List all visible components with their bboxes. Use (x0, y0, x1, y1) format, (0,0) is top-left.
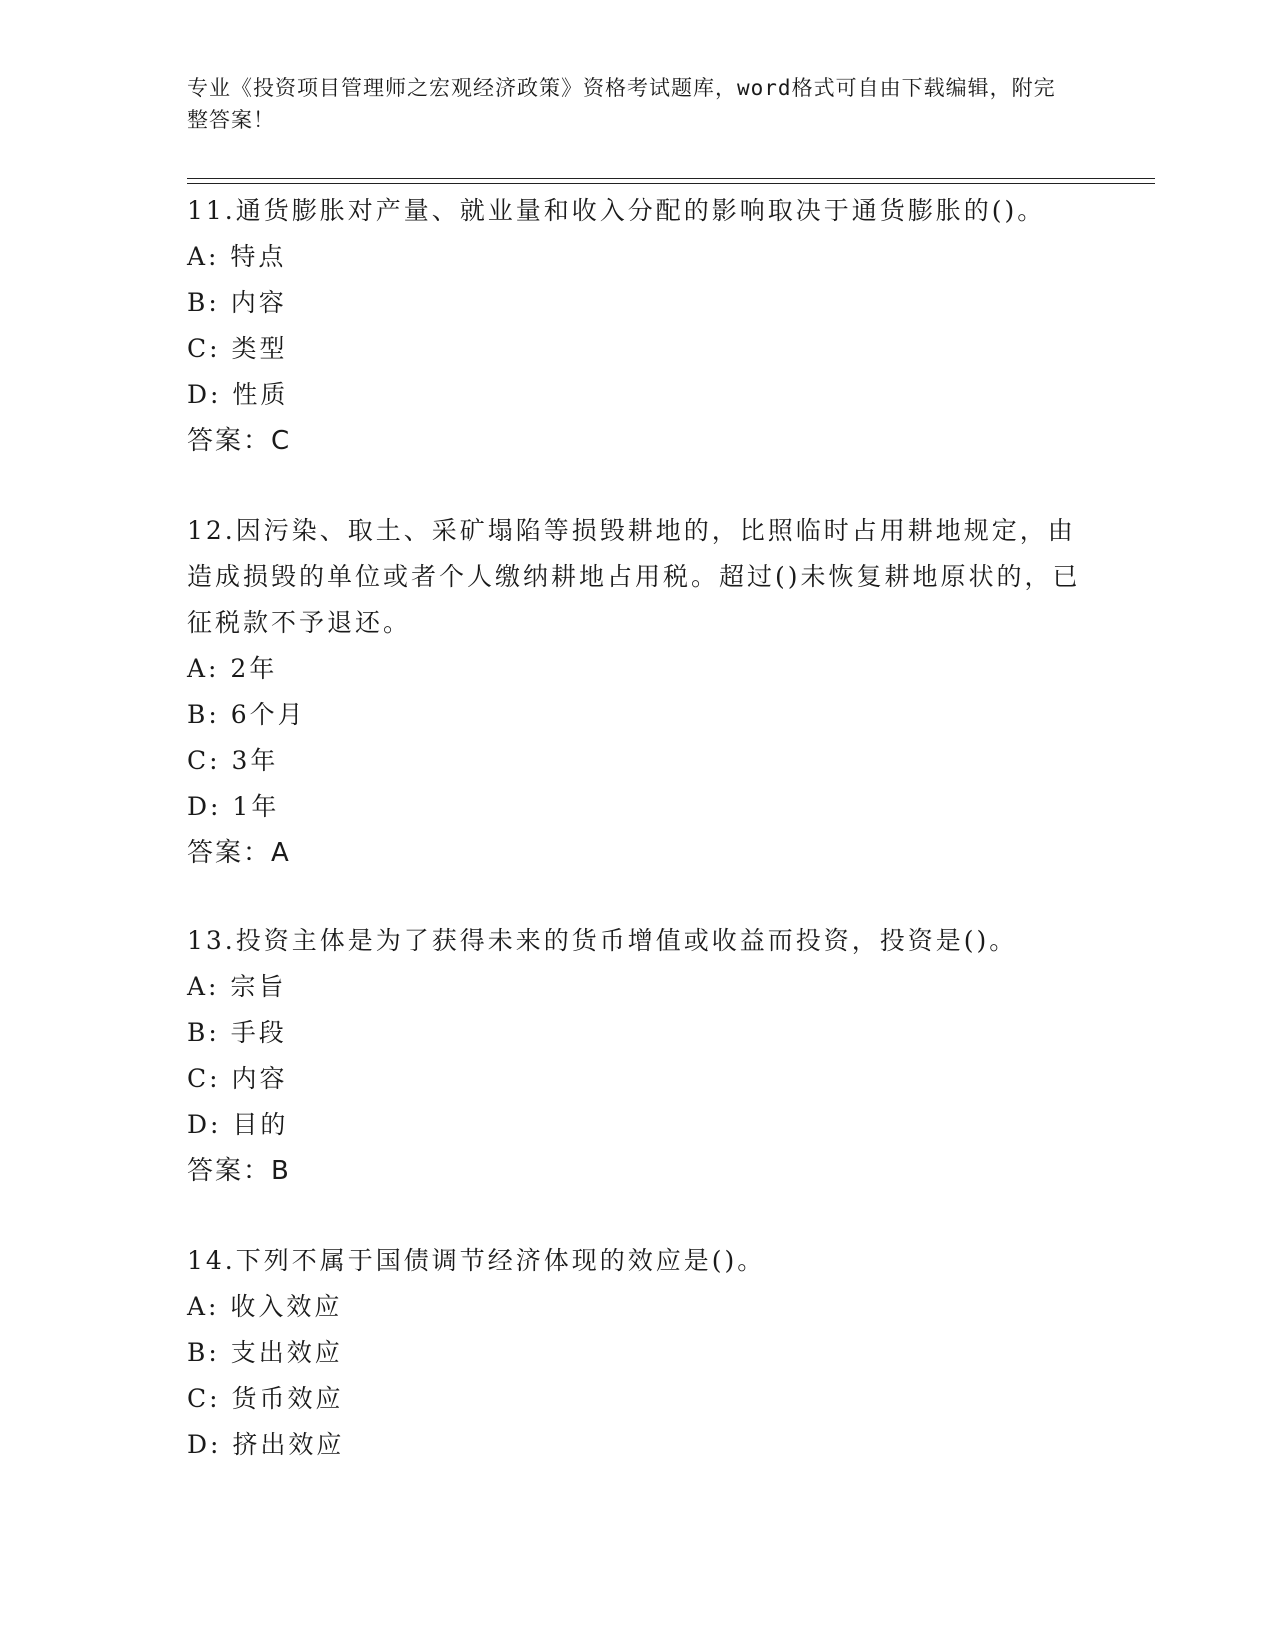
option-c: C: 内容 (187, 1064, 288, 1093)
option-c: C: 货币效应 (187, 1384, 344, 1413)
answer: 答案：C (187, 426, 292, 456)
header-divider-top (187, 178, 1155, 179)
option-a: A: 特点 (187, 242, 287, 271)
answer: 答案：B (187, 1156, 291, 1186)
option-a: A: 2年 (187, 654, 278, 683)
document-header: 专业《投资项目管理师之宏观经济政策》资格考试题库，word格式可自由下载编辑，附完整答案！ (187, 76, 1056, 132)
option-b: B: 支出效应 (187, 1338, 343, 1367)
option-d: D: 挤出效应 (187, 1430, 345, 1459)
answer: 答案：A (187, 838, 291, 868)
question-text: 12.因污染、取土、采矿塌陷等损毁耕地的，比照临时占用耕地规定，由造成损毁的单位或者个人缴纳耕地占用税。超过()未恢复耕地原状的，已征税款不予退还。 (187, 516, 1081, 637)
option-d: D: 性质 (187, 380, 289, 409)
option-b: B: 6个月 (187, 700, 306, 729)
question-12 (187, 508, 1087, 876)
option-c: C: 3年 (187, 746, 279, 775)
option-b: B: 手段 (187, 1018, 287, 1047)
question-text: 11.通货膨胀对产量、就业量和收入分配的影响取决于通货膨胀的()。 (187, 196, 1046, 225)
header-divider-bottom (187, 183, 1155, 184)
option-c: C: 类型 (187, 334, 288, 363)
option-b: B: 内容 (187, 288, 287, 317)
question-13 (187, 918, 1087, 1194)
question-text: 13.投资主体是为了获得未来的货币增值或收益而投资，投资是()。 (187, 926, 1018, 955)
question-11 (187, 188, 1087, 464)
option-d: D: 1年 (187, 792, 280, 821)
question-14 (187, 1238, 1087, 1468)
question-text: 14.下列不属于国债调节经济体现的效应是()。 (187, 1246, 766, 1275)
option-a: A: 宗旨 (187, 972, 287, 1001)
option-a: A: 收入效应 (187, 1292, 343, 1321)
option-d: D: 目的 (187, 1110, 289, 1139)
